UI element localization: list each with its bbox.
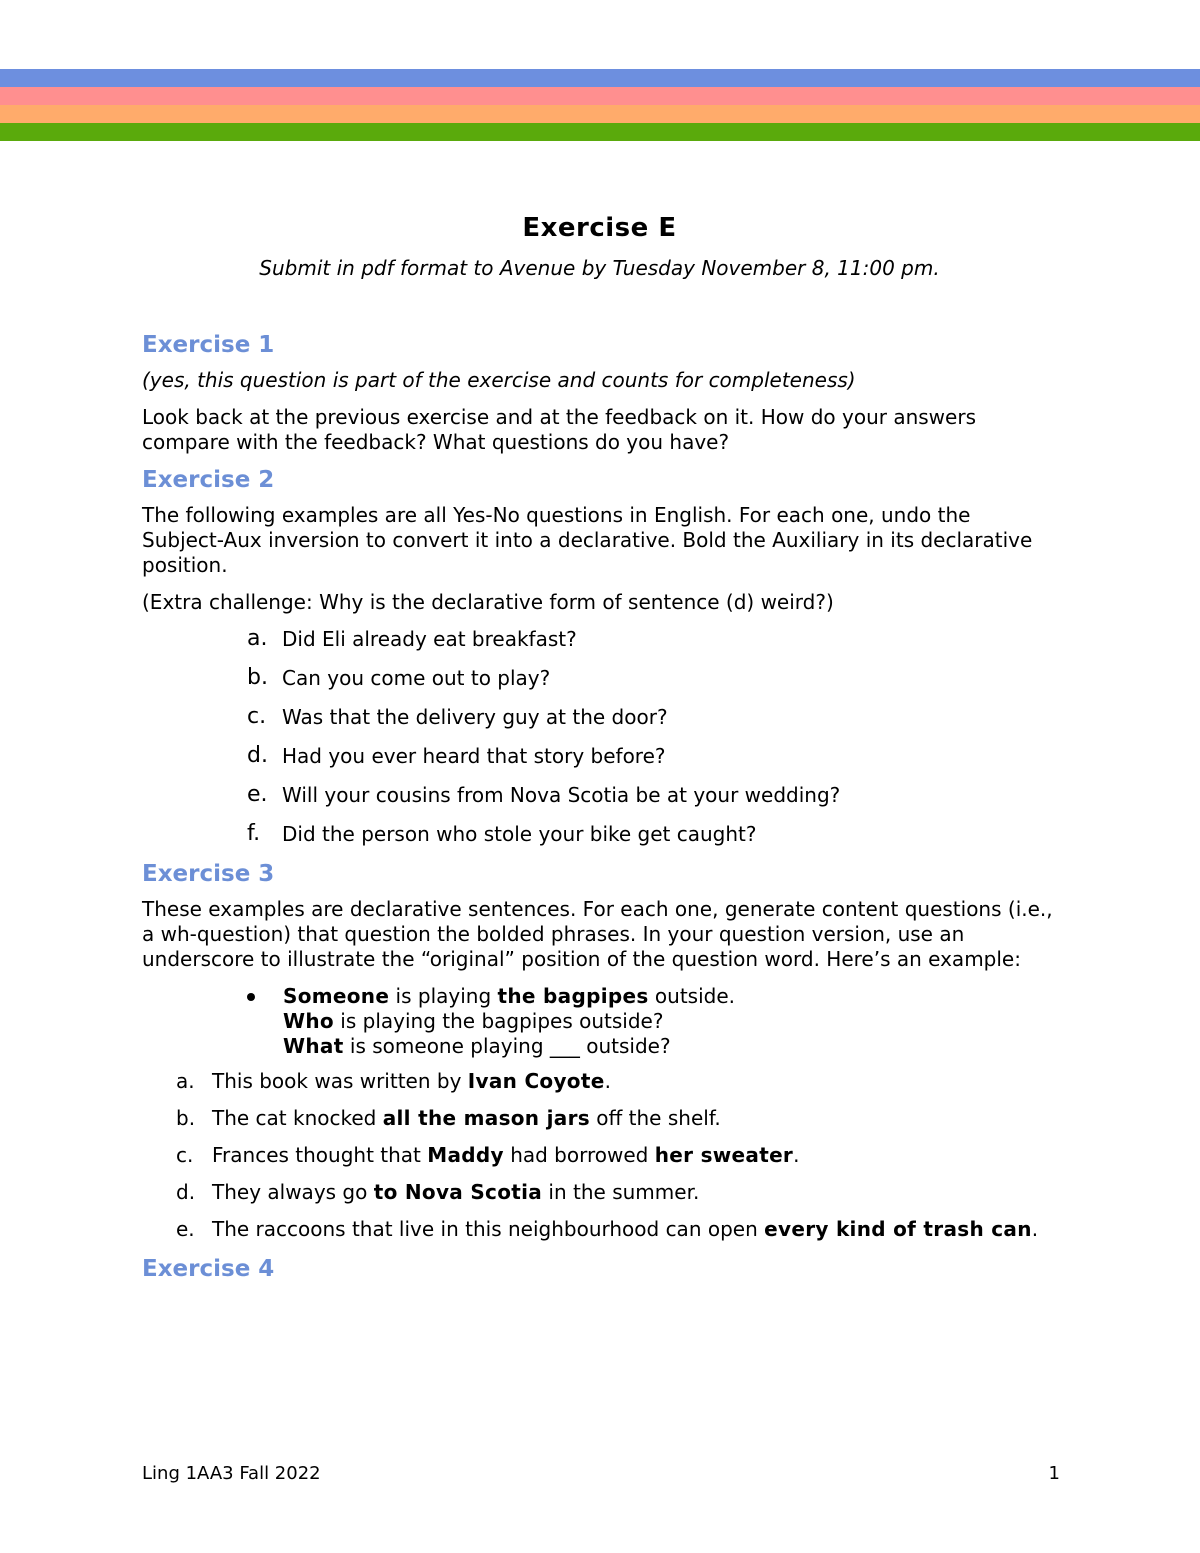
list-marker: d. (247, 743, 268, 768)
item-text: off the shelf. (589, 1106, 721, 1130)
list-item-text: Will your cousins from Nova Scotia be at your wedding? (282, 783, 841, 807)
stripe-orange (0, 105, 1200, 123)
list-marker: b. (247, 665, 268, 690)
list-marker: b. (176, 1106, 196, 1130)
list-marker: e. (176, 1217, 195, 1241)
document-title: Exercise E (522, 213, 677, 243)
list-item (142, 627, 1057, 652)
list-item (142, 1069, 1057, 1094)
exercise-1-heading: Exercise 1 (142, 332, 275, 358)
exercise-1-note: (yes, this question is part of the exercise and counts for completeness) (142, 368, 856, 392)
bold-phrase: every kind of trash can (764, 1217, 1032, 1241)
example-text: is someone playing ___ outside? (343, 1034, 671, 1058)
exercise-2-text: The following examples are all Yes-No questions in English. For each one, undo the Subject-Aux inversion to convert it into a declarative. Bold the Auxiliary in its declarative position. (142, 503, 1033, 577)
bold-phrase: all the mason jars (382, 1106, 590, 1130)
item-text: in the summer. (542, 1180, 700, 1204)
exercise-2-challenge: (Extra challenge: Why is the declarative form of sentence (d) weird?) (142, 590, 834, 614)
item-text: . (1031, 1217, 1039, 1241)
exercise-1-text: Look back at the previous exercise and at the feedback on it. How do your answers compare with the feedback? What questions do you have? (142, 405, 976, 454)
item-text: The raccoons that live in this neighbourhood can open (212, 1217, 765, 1241)
list-marker: c. (247, 704, 267, 729)
exercise-2-heading: Exercise 2 (142, 467, 275, 493)
example-line (283, 1009, 1057, 1034)
document-subtitle: Submit in pdf format to Avenue by Tuesday November 8, 11:00 pm. (259, 256, 940, 280)
list-item (142, 1143, 1057, 1168)
item-text: Frances thought that (212, 1143, 428, 1167)
list-item (142, 1217, 1057, 1242)
list-item (142, 822, 1057, 847)
list-marker: a. (176, 1069, 195, 1093)
list-item (142, 1106, 1057, 1131)
example-text: is playing (389, 984, 498, 1008)
list-item (142, 705, 1057, 730)
list-item (142, 1180, 1057, 1205)
item-text: They always go (212, 1180, 374, 1204)
list-item-text: Was that the delivery guy at the door? (282, 705, 668, 729)
bold-phrase: Who (283, 1009, 334, 1033)
list-marker: d. (176, 1180, 196, 1204)
bold-phrase: the bagpipes (497, 984, 649, 1008)
example-text: outside. (648, 984, 735, 1008)
example-line (283, 1034, 1057, 1059)
bold-phrase: her sweater (654, 1143, 794, 1167)
bold-phrase: Ivan Coyote (467, 1069, 605, 1093)
item-text: The cat knocked (212, 1106, 383, 1130)
list-item-text: Had you ever heard that story before? (282, 744, 666, 768)
item-text: had borrowed (503, 1143, 655, 1167)
list-item (142, 666, 1057, 691)
stripe-blue (0, 69, 1200, 87)
list-marker: a. (247, 626, 268, 651)
list-marker: c. (176, 1143, 194, 1167)
example-line (283, 984, 1057, 1009)
bold-phrase: What (283, 1034, 344, 1058)
list-marker: e. (247, 782, 268, 807)
stripe-green (0, 123, 1200, 141)
exercise-3-text: These examples are declarative sentences. For each one, generate content questions (i.e., a wh-question) that question the bolded phrases. In your question version, use an underscore to illustrate the “original” position of the question word. Here’s an example: (142, 897, 1053, 971)
example-text: is playing the bagpipes outside? (333, 1009, 664, 1033)
list-item-text: Did Eli already eat breakfast? (282, 627, 577, 651)
bold-phrase: Someone (283, 984, 390, 1008)
item-text: . (793, 1143, 800, 1167)
bullet-icon (247, 993, 255, 1001)
exercise-4-heading: Exercise 4 (142, 1256, 275, 1282)
list-item (142, 744, 1057, 769)
bold-phrase: Maddy (427, 1143, 504, 1167)
stripe-pink (0, 87, 1200, 105)
item-text: This book was written by (212, 1069, 468, 1093)
footer-page-number: 1 (1048, 1463, 1060, 1484)
exercise-3-example (142, 984, 1057, 1059)
item-text: . (604, 1069, 611, 1093)
list-marker: f. (247, 821, 261, 846)
list-item-text: Did the person who stole your bike get caught? (282, 822, 757, 846)
footer-course: Ling 1AA3 Fall 2022 (142, 1463, 321, 1484)
list-item (142, 783, 1057, 808)
document-body (142, 332, 1057, 1292)
exercise-2-list (142, 627, 1057, 847)
bold-phrase: to Nova Scotia (373, 1180, 543, 1204)
exercise-3-list (142, 1069, 1057, 1242)
list-item-text: Can you come out to play? (282, 666, 551, 690)
exercise-3-heading: Exercise 3 (142, 861, 275, 887)
header-color-stripes (0, 69, 1200, 141)
